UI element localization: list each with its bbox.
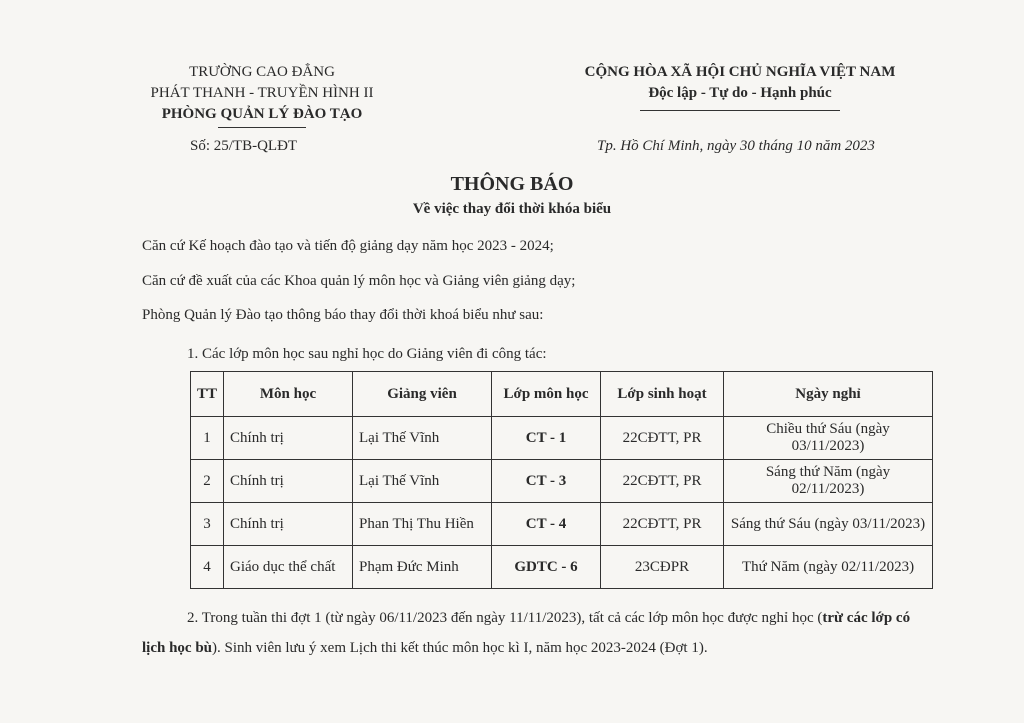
section-2-text-b: ). Sinh viên lưu ý xem Lịch thi kết thúc môn học kì I, năm học 2023-2024 (Đợt 1).: [212, 640, 708, 656]
cell-lecturer: Lại Thế Vĩnh: [353, 417, 492, 460]
section-2-text-a: 2. Trong tuần thi đợt 1 (từ ngày 06/11/2023 đến ngày 11/11/2023), tất cả các lớp môn học được nghỉ học (: [187, 610, 823, 626]
cell-day-off: Sáng thứ Sáu (ngày 03/11/2023): [724, 503, 933, 546]
paragraph-3: Phòng Quản lý Đào tạo thông báo thay đổi thời khoá biểu như sau:: [142, 307, 544, 323]
header-homeroom: Lớp sinh hoạt: [601, 372, 724, 417]
header-day-off: Ngày nghỉ: [724, 372, 933, 417]
cell-tt: 1: [191, 417, 224, 460]
schedule-table: [190, 371, 933, 589]
table-row: [191, 503, 933, 546]
cell-tt: 2: [191, 460, 224, 503]
table-row: [191, 546, 933, 589]
cell-subject: Chính trị: [224, 417, 353, 460]
country-name: CỘNG HÒA XÃ HỘI CHỦ NGHĨA VIỆT NAM: [584, 64, 896, 80]
place-date: Tp. Hồ Chí Minh, ngày 30 tháng 10 năm 2023: [597, 138, 875, 154]
cell-homeroom: 22CĐTT, PR: [601, 503, 724, 546]
cell-lecturer: Phạm Đức Minh: [353, 546, 492, 589]
header-subject: Môn học: [224, 372, 353, 417]
section-2-bold-b: lịch học bù: [142, 640, 213, 656]
table-row: [191, 417, 933, 460]
school-name: TRƯỜNG CAO ĐẲNG: [189, 64, 335, 80]
cell-day-off: Thứ Năm (ngày 02/11/2023): [724, 546, 933, 589]
department-name: PHÒNG QUẢN LÝ ĐÀO TẠO: [161, 106, 363, 122]
cell-subject: Giáo dục thể chất: [224, 546, 353, 589]
table-row: [191, 460, 933, 503]
cell-day-off: Chiều thứ Sáu (ngày 03/11/2023): [724, 417, 933, 460]
section-2-line-2: [142, 640, 708, 657]
cell-lecturer: Phan Thị Thu Hiền: [353, 503, 492, 546]
cell-class: GDTC - 6: [492, 546, 601, 589]
cell-tt: 3: [191, 503, 224, 546]
header-left-underline: [218, 127, 306, 128]
paragraph-2: Căn cứ đề xuất của các Khoa quản lý môn học và Giảng viên giảng dạy;: [142, 273, 576, 289]
header-tt: TT: [191, 372, 224, 417]
header-right-underline: [640, 110, 840, 111]
cell-homeroom: 23CĐPR: [601, 546, 724, 589]
motto: Độc lập - Tự do - Hạnh phúc: [648, 85, 832, 101]
cell-tt: 4: [191, 546, 224, 589]
paragraph-1: Căn cứ Kế hoạch đào tạo và tiến độ giảng dạy năm học 2023 - 2024;: [142, 238, 554, 254]
school-name-2: PHÁT THANH - TRUYỀN HÌNH II: [150, 85, 374, 101]
cell-class: CT - 1: [492, 417, 601, 460]
page-subtitle: Về việc thay đổi thời khóa biểu: [412, 201, 612, 217]
cell-class: CT - 3: [492, 460, 601, 503]
school-header: [112, 62, 412, 125]
cell-homeroom: 22CĐTT, PR: [601, 417, 724, 460]
section-2-bold-a: trừ các lớp có: [822, 610, 911, 626]
document-number: Số: 25/TB-QLĐT: [190, 138, 298, 154]
section-2-line-1: [187, 610, 910, 627]
table-header-row: [191, 372, 933, 417]
header-class: Lớp môn học: [492, 372, 601, 417]
cell-subject: Chính trị: [224, 460, 353, 503]
section-1-heading: 1. Các lớp môn học sau nghỉ học do Giảng viên đi công tác:: [187, 346, 547, 362]
cell-class: CT - 4: [492, 503, 601, 546]
cell-lecturer: Lại Thế Vĩnh: [353, 460, 492, 503]
national-header: [560, 62, 920, 104]
cell-homeroom: 22CĐTT, PR: [601, 460, 724, 503]
cell-day-off: Sáng thứ Năm (ngày 02/11/2023): [724, 460, 933, 503]
header-lecturer: Giảng viên: [353, 372, 492, 417]
page-title: THÔNG BÁO: [450, 173, 574, 195]
cell-subject: Chính trị: [224, 503, 353, 546]
